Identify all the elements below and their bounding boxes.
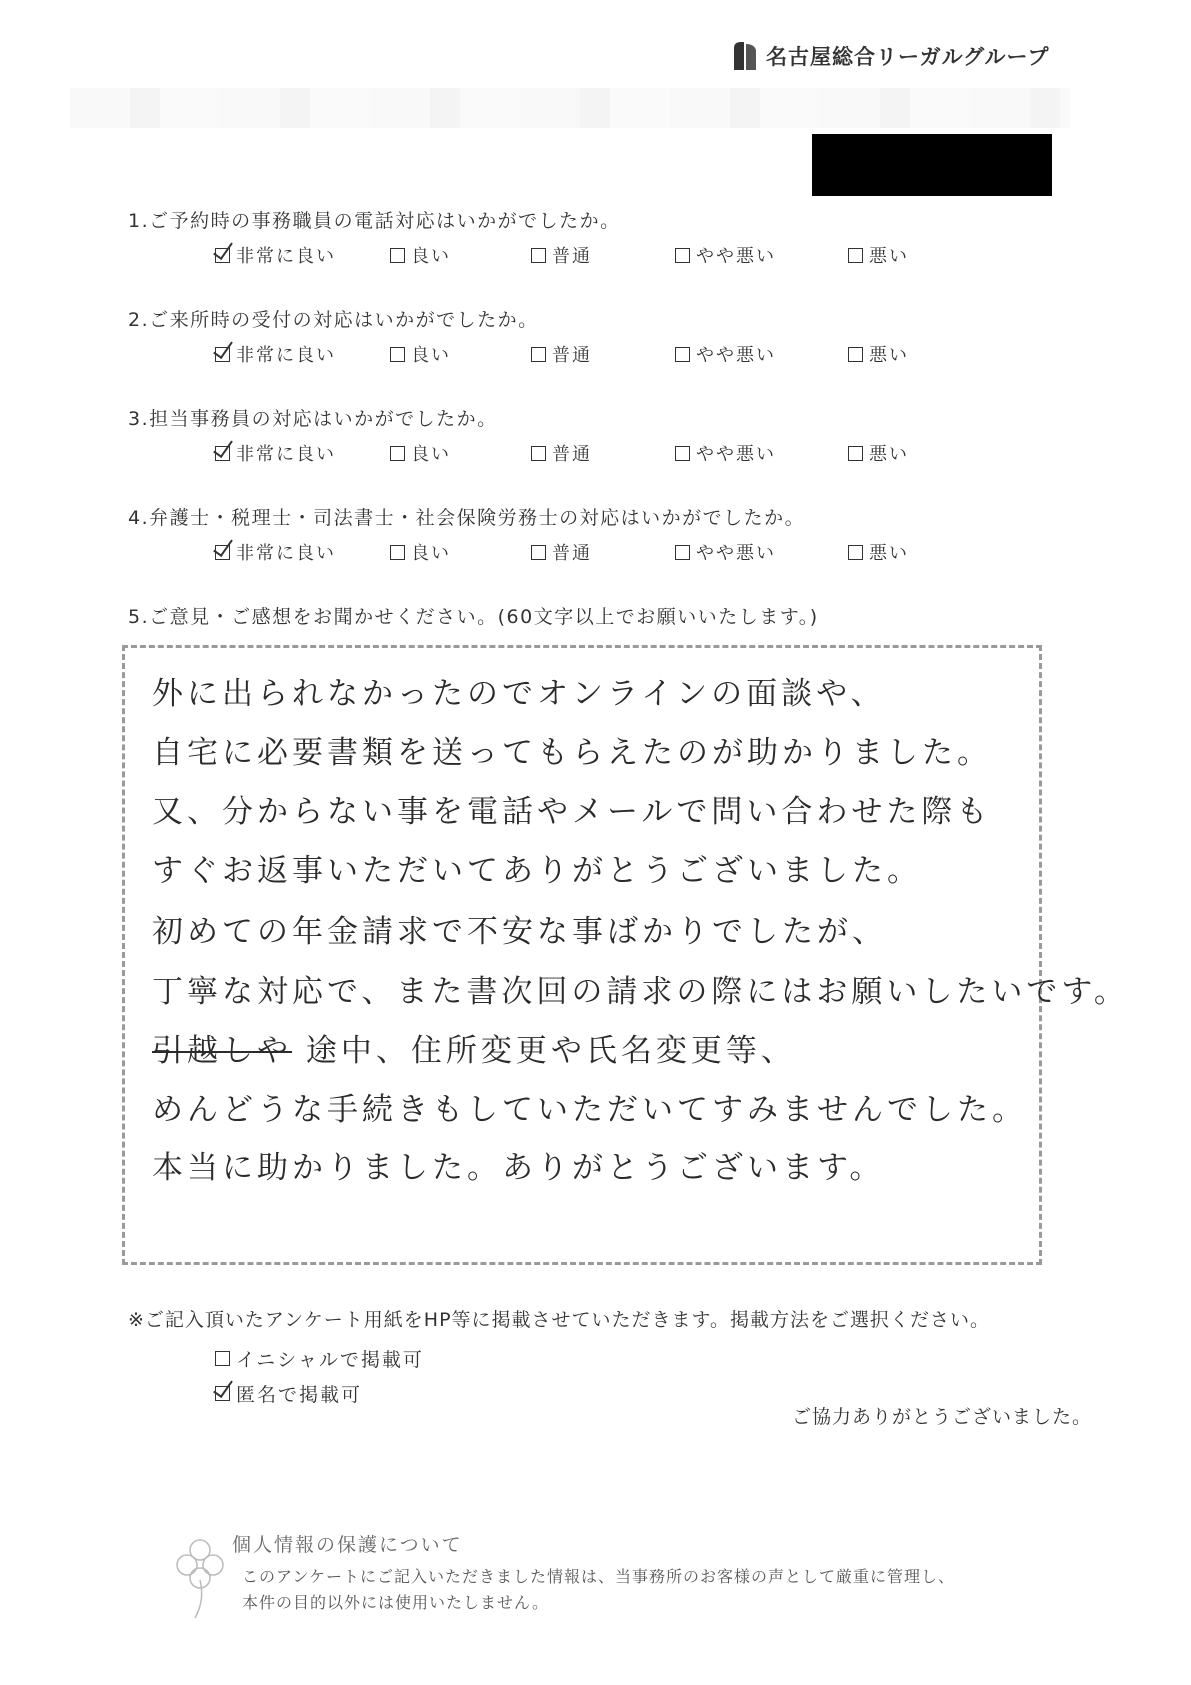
check-mark-icon — [213, 435, 233, 457]
checkbox[interactable] — [215, 545, 230, 560]
checkbox[interactable] — [390, 347, 405, 362]
check-mark-icon — [213, 237, 233, 259]
checkbox[interactable] — [215, 1351, 230, 1366]
q1-option-very-good[interactable]: 非常に良い — [215, 242, 336, 268]
publish-anonymous-option[interactable]: 匿名で掲載可 — [215, 1380, 362, 1407]
privacy-title: 個人情報の保護について — [232, 1534, 463, 1556]
q2-option-good[interactable]: 良い — [390, 341, 451, 367]
q3-option-bad[interactable]: 悪い — [848, 440, 909, 466]
q2-option-average[interactable]: 普通 — [531, 341, 592, 367]
checkbox[interactable] — [215, 1386, 230, 1401]
q1-option-average[interactable]: 普通 — [531, 242, 592, 268]
question-2-options — [215, 341, 935, 371]
comment-line: 外に出られなかったのでオンラインの面談や、 — [152, 676, 886, 712]
checkbox[interactable] — [215, 347, 230, 362]
question-4-options — [215, 539, 935, 569]
q2-option-somewhat-bad[interactable]: やや悪い — [675, 341, 776, 367]
q3-option-somewhat-bad[interactable]: やや悪い — [675, 440, 776, 466]
thanks-message: ご協力ありがとうございました。 — [792, 1406, 1093, 1428]
checkbox[interactable] — [675, 347, 690, 362]
comment-line: 本当に助かりました。ありがとうございます。 — [152, 1150, 885, 1186]
checkbox[interactable] — [675, 446, 690, 461]
comment-line: 又、分からない事を電話やメールで問い合わせた際も — [152, 794, 992, 830]
publish-initials-option[interactable]: イニシャルで掲載可 — [215, 1345, 424, 1372]
checkbox[interactable] — [848, 248, 863, 263]
q4-option-good[interactable]: 良い — [390, 539, 451, 565]
comment-line-with-strike — [152, 1025, 796, 1070]
checkbox[interactable] — [675, 545, 690, 560]
question-1-options — [215, 242, 935, 272]
question-3-options — [215, 440, 935, 470]
company-logo — [732, 38, 1049, 74]
checkbox[interactable] — [390, 248, 405, 263]
q4-option-very-good[interactable]: 非常に良い — [215, 539, 336, 565]
check-mark-icon — [213, 534, 233, 556]
checkbox[interactable] — [215, 446, 230, 461]
comment-line: めんどうな手続きもしていただいてすみませんでした。 — [152, 1092, 1027, 1128]
header-band — [70, 88, 1070, 128]
publication-notice: ※ご記入頂いたアンケート用紙をHP等に掲載させていただきます。掲載方法をご選択ください。 — [128, 1309, 991, 1331]
checkbox[interactable] — [848, 347, 863, 362]
checkbox[interactable] — [390, 446, 405, 461]
comment-line: 丁寧な対応で、また書次回の請求の際にはお願いしたいです。 — [152, 974, 1129, 1010]
clover-icon — [165, 1530, 235, 1620]
checkbox[interactable] — [531, 248, 546, 263]
check-mark-icon — [213, 336, 233, 358]
question-4: 4.弁護士・税理士・司法書士・社会保険労務士の対応はいかがでしたか。 — [128, 507, 806, 529]
privacy-text-line: 本件の目的以外には使用いたしません。 — [242, 1593, 549, 1612]
question-2: 2.ご来所時の受付の対応はいかがでしたか。 — [128, 309, 539, 331]
q4-option-somewhat-bad[interactable]: やや悪い — [675, 539, 776, 565]
privacy-text-line: このアンケートにご記入いただきました情報は、当事務所のお客様の声として厳重に管理し、 — [242, 1567, 956, 1586]
comment-line: すぐお返事いただいてありがとうございました。 — [152, 853, 922, 889]
checkbox[interactable] — [531, 347, 546, 362]
q4-option-bad[interactable]: 悪い — [848, 539, 909, 565]
q2-option-bad[interactable]: 悪い — [848, 341, 909, 367]
company-name: 名古屋総合リーガルグループ — [766, 45, 1050, 69]
struck-text: 引越しや — [152, 1033, 292, 1069]
checkbox[interactable] — [215, 248, 230, 263]
checkbox[interactable] — [848, 446, 863, 461]
redacted-name-block — [812, 134, 1052, 196]
checkbox[interactable] — [531, 446, 546, 461]
question-5: 5.ご意見・ご感想をお聞かせください。(60文字以上でお願いいたします。) — [128, 606, 819, 628]
checkbox[interactable] — [848, 545, 863, 560]
question-3: 3.担当事務員の対応はいかがでしたか。 — [128, 408, 498, 430]
q4-option-average[interactable]: 普通 — [531, 539, 592, 565]
check-mark-icon — [213, 1376, 233, 1398]
checkbox[interactable] — [675, 248, 690, 263]
comment-line: 自宅に必要書類を送ってもらえたのが助かりました。 — [152, 735, 992, 771]
comment-line: 途中、住所変更や氏名変更等、 — [305, 1033, 796, 1069]
q1-option-bad[interactable]: 悪い — [848, 242, 909, 268]
logo-mark-icon — [732, 40, 758, 72]
question-1: 1.ご予約時の事務職員の電話対応はいかがでしたか。 — [128, 210, 621, 232]
q3-option-very-good[interactable]: 非常に良い — [215, 440, 336, 466]
checkbox[interactable] — [531, 545, 546, 560]
comment-line: 初めての年金請求で不安な事ばかりでしたが、 — [152, 914, 887, 950]
q2-option-very-good[interactable]: 非常に良い — [215, 341, 336, 367]
q1-option-somewhat-bad[interactable]: やや悪い — [675, 242, 776, 268]
q1-option-good[interactable]: 良い — [390, 242, 451, 268]
q3-option-good[interactable]: 良い — [390, 440, 451, 466]
checkbox[interactable] — [390, 545, 405, 560]
q3-option-average[interactable]: 普通 — [531, 440, 592, 466]
